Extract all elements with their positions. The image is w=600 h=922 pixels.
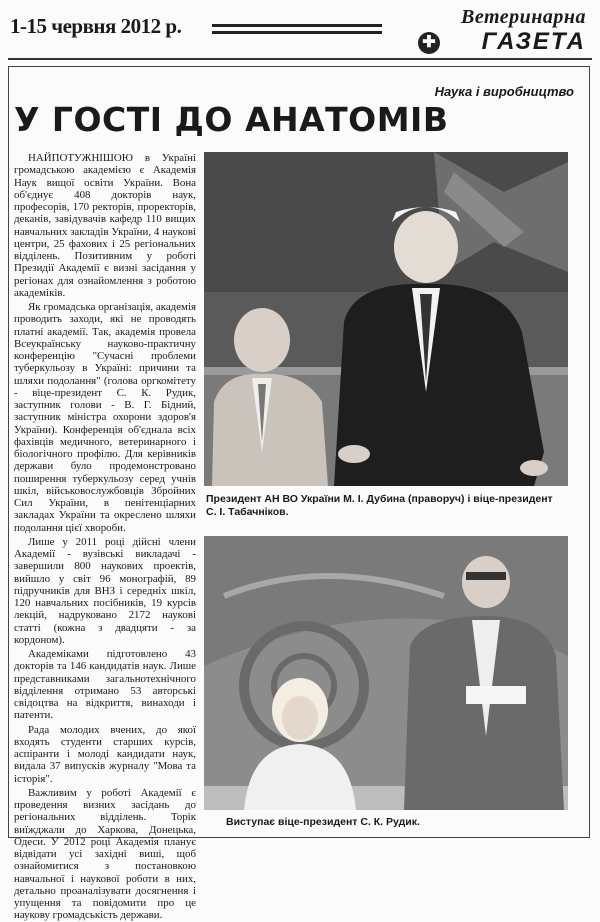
photo1-caption: Президент АН ВО України М. І. Дубина (праворуч) і віце-президент С. І. Табачніков. xyxy=(206,493,553,518)
article-paragraph: Академіками підготовлено 43 докторів та 146 кандидатів наук. Лише представниками загальнотехнічного відділення отримано 53 авторські свідоцтва на відкриття, винаходи і патенти. xyxy=(14,648,196,722)
article-paragraph: Рада молодих вчених, до якої входять студенти старших курсів, аспіранти і молоді кандидати наук, видала 37 випусків журналу "Мова та історія". xyxy=(14,723,196,785)
headline: У ГОСТІ ДО АНАТОМІВ xyxy=(14,100,449,139)
issue-date: 1-15 червня 2012 р. xyxy=(10,14,182,38)
logo-title-line1: Ветеринарна xyxy=(461,6,586,28)
photo-president-and-vice-president xyxy=(204,152,568,486)
photo2-illustration xyxy=(204,536,568,810)
header-divider xyxy=(8,58,592,60)
article-paragraph: НАЙПОТУЖНІШОЮ в Україні громадською академією є Академія Наук вищої освіти України. Вона об'єднує 408 докторів наук, професорів, 170 ректорів, проректорів, деканів, завідувачів кафедр 110 вищих навчальних закладів України, 4 наукові центри, 25 фахових і 25 регіональних відділень. Позитивним у роботі Президії Академії є визні засідання у регіонах для ознайомлення з роботою академіків. xyxy=(14,152,196,299)
section-label: Наука і виробництво xyxy=(434,84,574,99)
article-body xyxy=(14,152,196,922)
logo-title-line2: ГАЗЕТА xyxy=(481,28,586,55)
photo2-caption: Виступає віце-президент С. К. Рудик. xyxy=(226,816,420,828)
newspaper-logo xyxy=(396,6,586,56)
article-paragraph: Лише у 2011 році дійсні члени Академії - вузівські викладачі - завершили 800 наукових проектів, вийшло у світ 96 монографій, 89 підручників для ВНЗ і середніх шкіл, 120 навчальних посібників, 19 курсів лекцій, надруковано 2172 наукові статті (кожна з двадцяти - за кордоном). xyxy=(14,535,196,646)
article-paragraph: Важливим у роботі Академії є проведення визних засідань до регіональних відділень. Торік виїжджали до Харкова, Донецька, Одеси. У 2012 році Академія планує відвідати усі західні виші, щоб ознайомитися з постановкою навчальної і наукової роботи в них, детально проаналізувати досягнення і упущення та повідомити про це наукову громадськість держави. xyxy=(14,786,196,922)
article-paragraph: Як громадська організація, академія проводить заходи, які не проводять платні академії. Так, академія провела Всеукраїнську науково-практичну конференцію "Сучасні проблеми туберкульозу в Україні: причини та шляхи подолання" (голова оргкомітету - віце-президент С. К. Рудик, заступник голови - В. Г. Бідний, заступник міністра охорони здоров'я України). Конференція об'єднала всіх фахівців медичного, ветеринарного і біологічного профілю. Для керівників держави було продемонстровано поширення туберкульозу серед учнів шкіл, військовослужбовців Збройних Сил України, в пенітенціарних закладах України та окреслено шляхи подолання цієї хвороби. xyxy=(14,301,196,534)
masthead-rules xyxy=(212,24,382,38)
cross-icon: ✚ xyxy=(418,32,440,54)
photo1-illustration xyxy=(204,152,568,486)
photo-vice-president-speaking xyxy=(204,536,568,810)
